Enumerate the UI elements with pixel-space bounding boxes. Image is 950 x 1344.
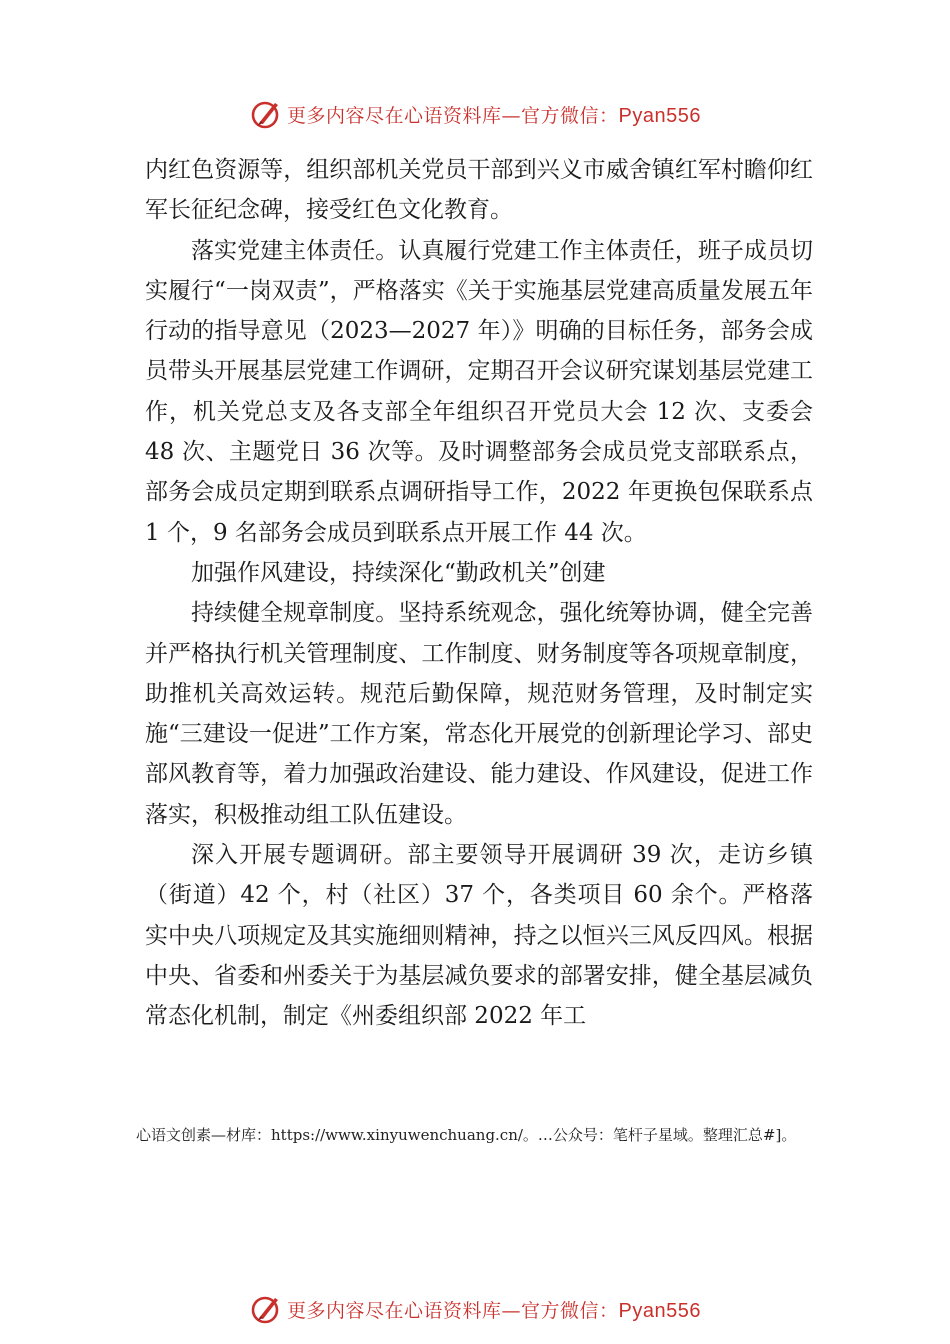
- banner-account: Pyan556: [618, 104, 701, 127]
- footer-banner: [0, 1287, 950, 1331]
- header-banner: [0, 92, 950, 136]
- quill-logo-icon: [249, 1292, 283, 1326]
- document-body: [145, 150, 813, 1037]
- paragraph-3: 持续健全规章制度。坚持系统观念，强化统筹协调，健全完善并严格执行机关管理制度、工作制度、财务制度等各项规章制度，助推机关高效运转。规范后勤保障，规范财务管理，及时制定实施“三建设一促进”工作方案，常态化开展党的创新理论学习、部史部风教育等，着力加强政治建设、能力建设、作风建设，促进工作落实，积极推动组工队伍建设。: [145, 600, 813, 828]
- paragraph-4: 深入开展专题调研。部主要领导开展调研 39 次，走访乡镇（街道）42 个，村（社区）37 个，各类项目 60 余个。严格落实中央八项规定及其实施细则精神，持之以恒兴三风反四风。根据中央、省委和州委关于为基层减负要求的部署安排，健全基层减负常态化机制，制定《州委组织部 2022 年工: [145, 842, 813, 1030]
- footer-note: 心语文创素—材库：https://www.xinyuwenchuang.cn/。…公众号：笔杆子星域。整理汇总#]。: [136, 1126, 797, 1144]
- banner-text: [287, 101, 701, 128]
- quill-logo-icon: [249, 97, 283, 131]
- section-heading: 加强作风建设，持续深化“勤政机关”创建: [191, 559, 606, 586]
- paragraph-2: 落实党建主体责任。认真履行党建工作主体责任，班子成员切实履行“一岗双责”，严格落实《关于实施基层党建高质量发展五年行动的指导意见（2023—2027 年）》明确的目标任务，部务会成员带头开展基层党建工作调研，定期召开会议研究谋划基层党建工作，机关党总支及各支部全年组织召开党员大会 12 次、支委会 48 次、主题党日 36 次等。及时调整部务会成员党支部联系点，部务会成员定期到联系点调研指导工作，2022 年更换包保联系点 1 个，9 名部务会成员到联系点开展工作 44 次。: [145, 237, 813, 546]
- banner-label: 更多内容尽在心语资料库—官方微信：: [287, 1299, 619, 1322]
- banner-text: [287, 1296, 701, 1323]
- banner-label: 更多内容尽在心语资料库—官方微信：: [287, 104, 619, 127]
- paragraph-1: 内红色资源等，组织部机关党员干部到兴义市威舍镇红军村瞻仰红军长征纪念碑，接受红色文化教育。: [145, 157, 813, 224]
- banner-account: Pyan556: [618, 1299, 701, 1322]
